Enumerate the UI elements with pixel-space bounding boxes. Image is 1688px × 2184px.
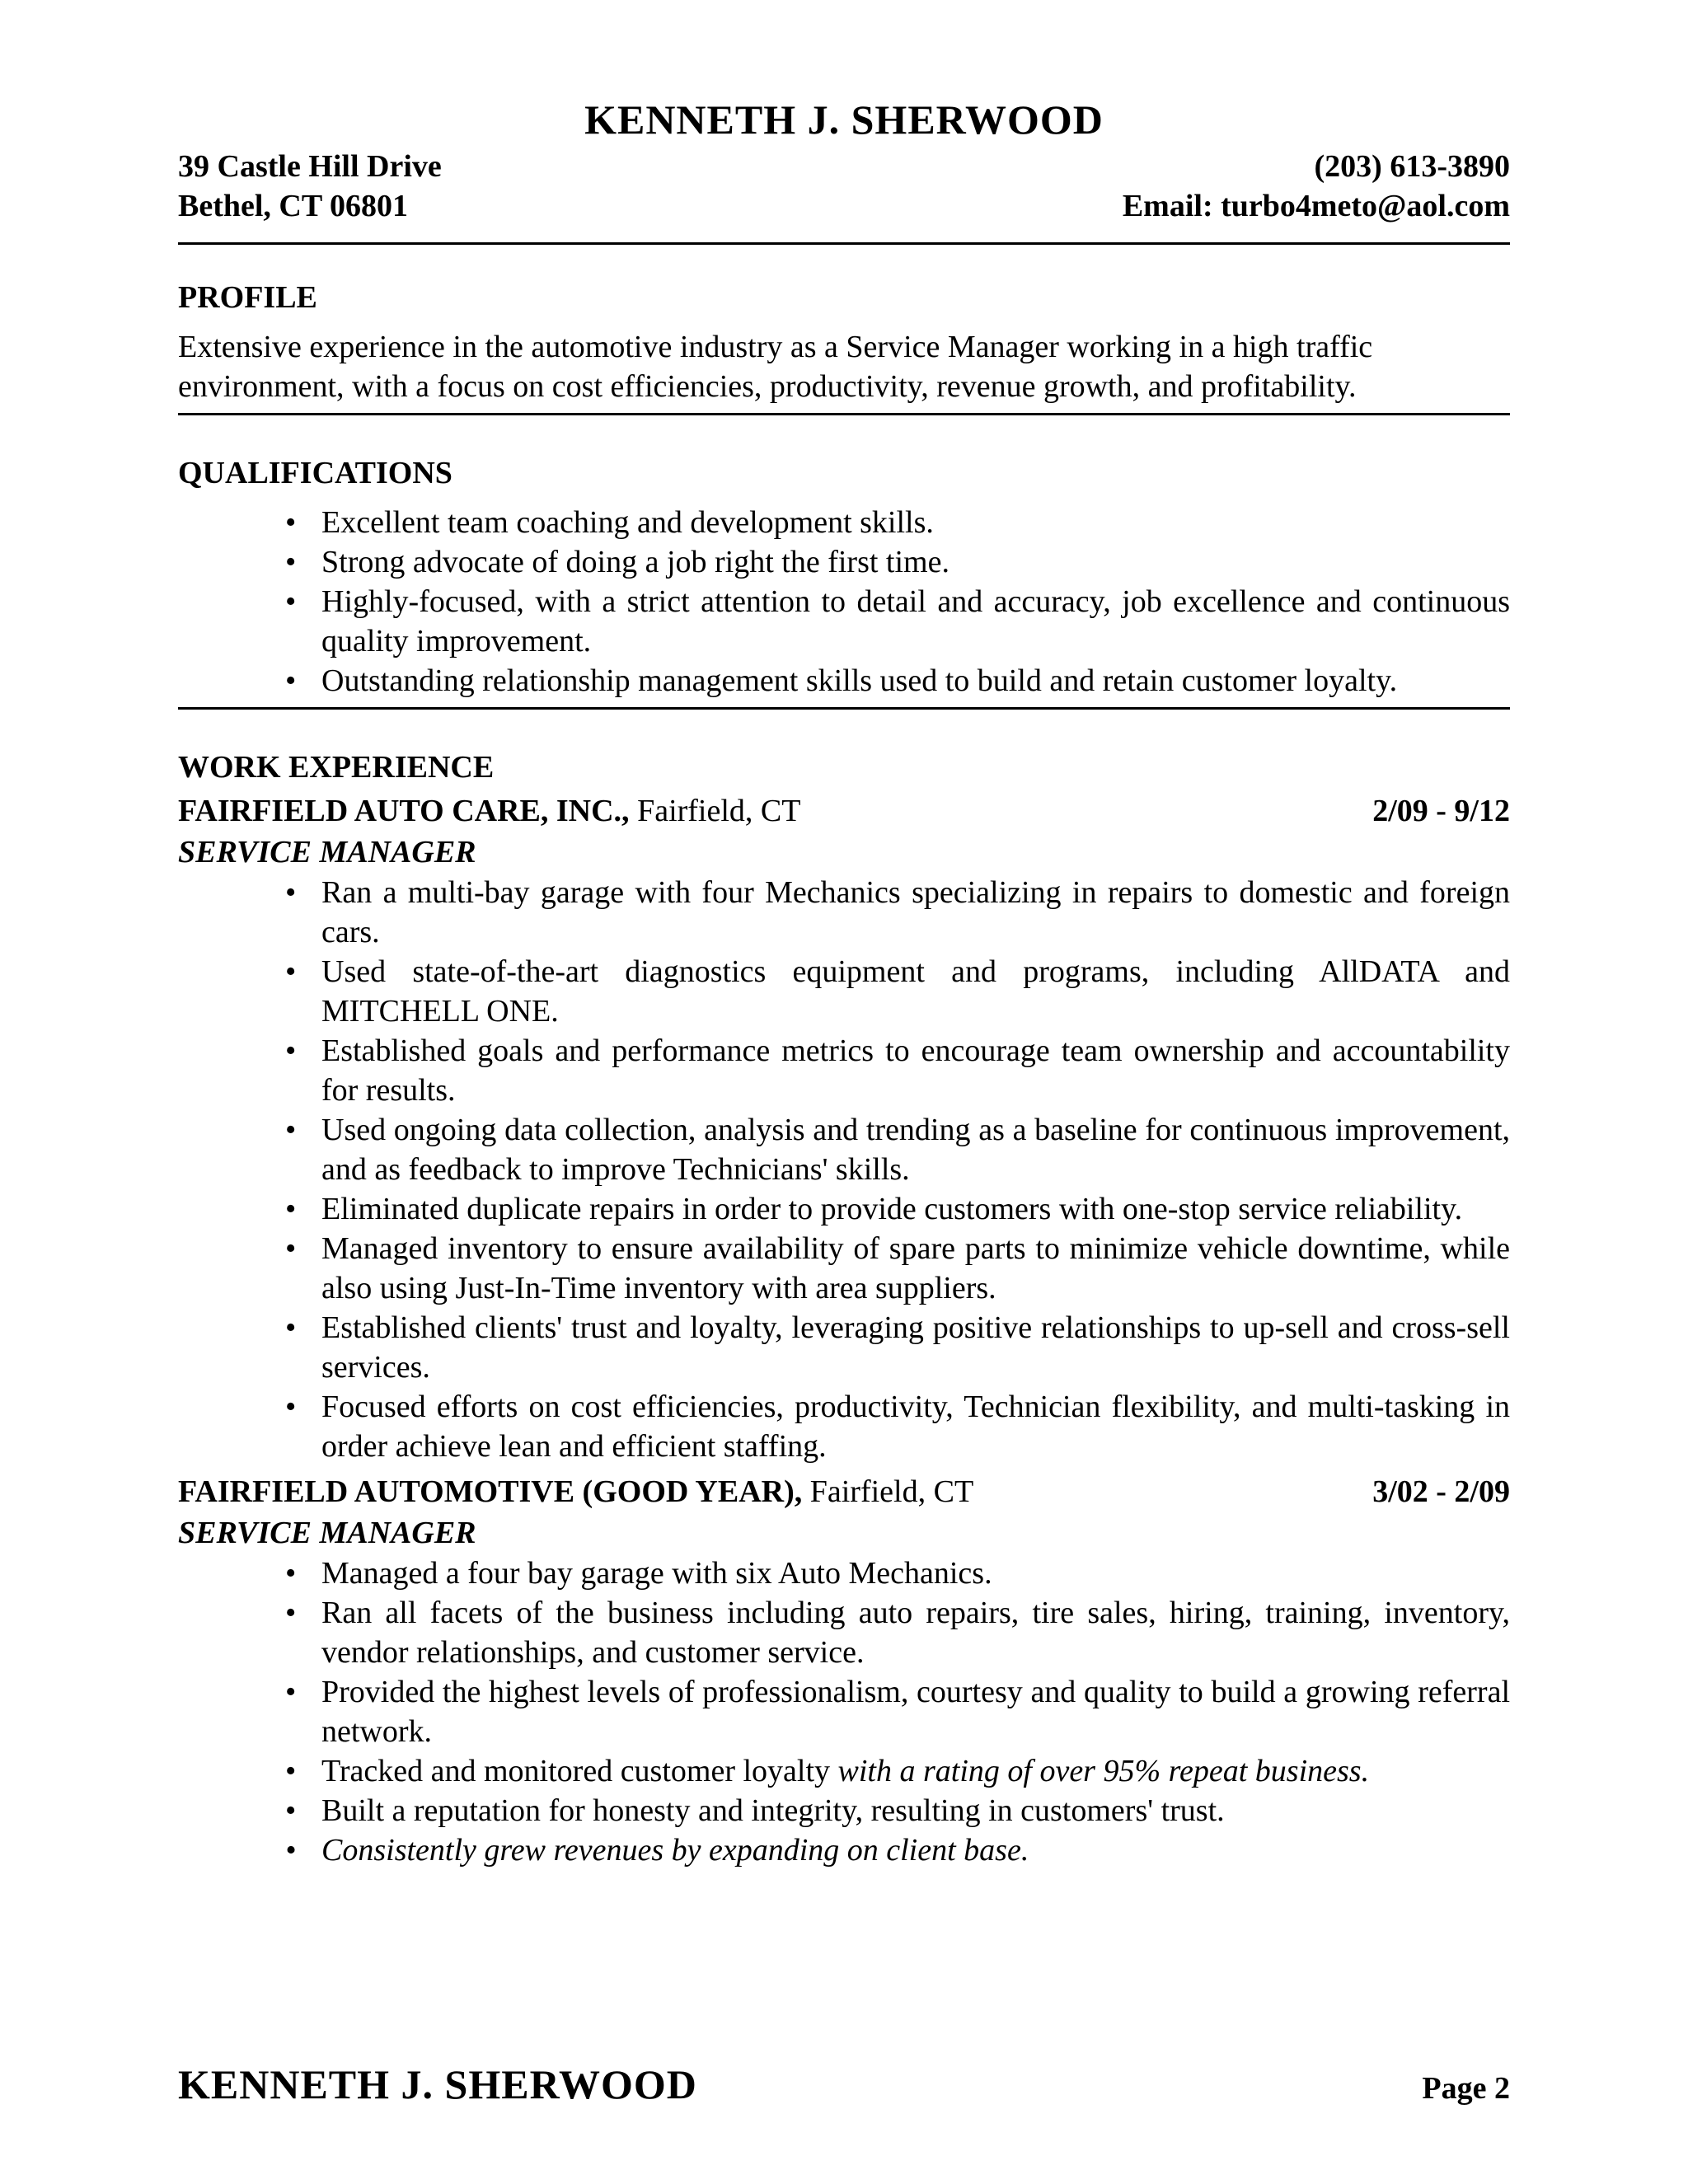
list-item: • Provided the highest levels of professionalism, courtesy and quality to build a growing referral network. (321, 1672, 1510, 1751)
list-item: • Established goals and performance metrics to encourage team ownership and accountability for results. (321, 1031, 1510, 1110)
list-item: • Excellent team coaching and development skills. (321, 503, 1510, 542)
section-title-qualifications: QUALIFICATIONS (178, 456, 452, 490)
company-location: Fairfield, CT (629, 794, 801, 828)
address-line-2: Bethel, CT 06801 (178, 189, 409, 223)
profile-text: Extensive experience in the automotive industry as a Service Manager working in a high traffic environment, with a focus on cost efficiencies, productivity, revenue growth, and profitability. (178, 330, 1373, 404)
job-duties-list (178, 1554, 1510, 1870)
list-item: • Ran a multi-bay garage with four Mechanics specializing in repairs to domestic and foreign cars. (321, 873, 1510, 952)
list-item: • Ran all facets of the business including auto repairs, tire sales, hiring, training, inventory, vendor relationships, and customer service. (321, 1593, 1510, 1672)
list-item: • Established clients' trust and loyalty, leveraging positive relationships to up-sell and cross-sell services. (321, 1308, 1510, 1387)
phone-number: (203) 613-3890 (1314, 149, 1510, 184)
page-footer (178, 2060, 1510, 2108)
list-item: • Focused efforts on cost efficiencies, productivity, Technician flexibility, and multi-tasking in order achieve lean and efficient staffing. (321, 1387, 1510, 1466)
job-dates: 2/09 - 9/12 (1372, 794, 1510, 828)
company-location: Fairfield, CT (802, 1474, 974, 1509)
address-line-1: 39 Castle Hill Drive (178, 149, 442, 184)
job-header (178, 790, 1510, 832)
list-item: • Built a reputation for honesty and integrity, resulting in customers' trust. (321, 1791, 1510, 1830)
list-item: • Consistently grew revenues by expanding on client base. (321, 1830, 1510, 1870)
list-item (321, 1751, 1510, 1791)
list-item: • Highly-focused, with a strict attention to detail and accuracy, job excellence and continuous quality improvement. (321, 582, 1510, 661)
contact-row-1 (178, 147, 1510, 186)
company-name: FAIRFIELD AUTO CARE, INC., (178, 794, 630, 828)
list-item: • Used state-of-the-art diagnostics equipment and programs, including AllDATA and MITCHELL ONE. (321, 952, 1510, 1031)
list-item-text: Tracked and monitored customer loyalty (321, 1754, 838, 1788)
list-item: • Managed inventory to ensure availability of spare parts to minimize vehicle downtime, while also using Just-In-Time inventory with area suppliers. (321, 1229, 1510, 1308)
qualifications-list (178, 503, 1510, 701)
list-item: • Strong advocate of doing a job right the first time. (321, 542, 1510, 582)
job-dates: 3/02 - 2/09 (1372, 1474, 1510, 1509)
job-duties-list (178, 873, 1510, 1466)
contact-row-2 (178, 186, 1510, 226)
job-title: SERVICE MANAGER (178, 835, 476, 869)
list-item-emphasis: with a rating of over 95% repeat business. (837, 1754, 1370, 1788)
list-item: • Eliminated duplicate repairs in order to provide customers with one-stop service reliability. (321, 1189, 1510, 1229)
job-title: SERVICE MANAGER (178, 1516, 476, 1550)
candidate-name: KENNETH J. SHERWOOD (584, 96, 1104, 143)
list-item: • Managed a four bay garage with six Auto Mechanics. (321, 1554, 1510, 1593)
email-address[interactable]: Email: turbo4meto@aol.com (1122, 189, 1510, 223)
footer-name: KENNETH J. SHERWOOD (178, 2061, 697, 2107)
resume-page (178, 92, 1510, 1870)
page-number: Page 2 (1422, 2071, 1510, 2106)
list-item: • Used ongoing data collection, analysis and trending as a baseline for continuous improvement, and as feedback to improve Technicians' skills. (321, 1110, 1510, 1189)
list-item: • Outstanding relationship management skills used to build and retain customer loyalty. (321, 661, 1510, 701)
job-header (178, 1471, 1510, 1512)
section-title-profile: PROFILE (178, 280, 317, 315)
company-name: FAIRFIELD AUTOMOTIVE (GOOD YEAR), (178, 1474, 803, 1509)
section-title-work-experience: WORK EXPERIENCE (178, 750, 495, 785)
